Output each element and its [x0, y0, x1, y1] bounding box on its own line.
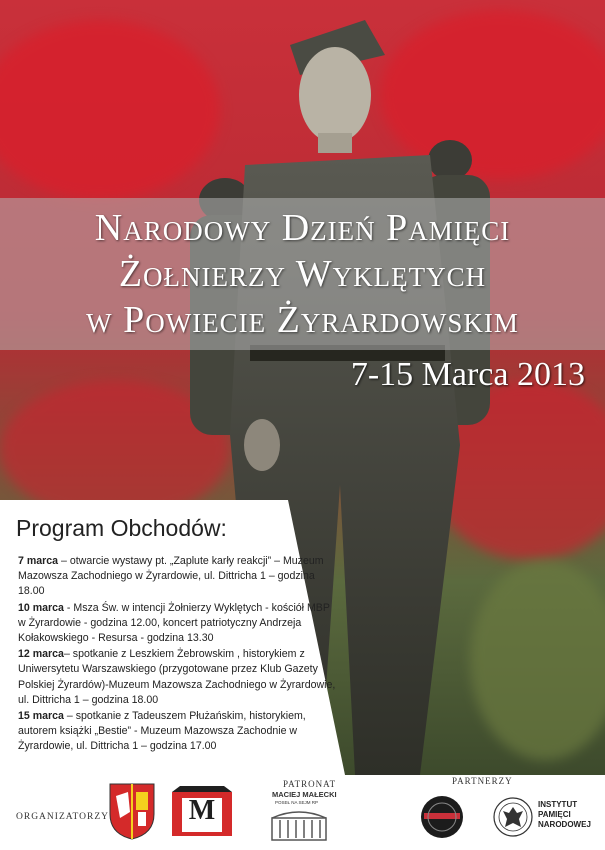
organizers-label: ORGANIZATORZY [16, 812, 110, 822]
program-item-date: 15 marca [18, 710, 64, 723]
program-item-text: – spotkanie z Leszkiem Żebrowskim , historykiem z Uniwersytetu Warszawskiego (przygotowane przez Klub Gazety Polskiej Żyrardów)-Muzeum Mazowsza Zachodniego w Żyrardowie, ul. Dittricha 1 – godzina 18.00 [18, 648, 336, 706]
program-item-date: 10 marca [18, 601, 64, 614]
title-line-2: Żołnierzy Wyklętych [118, 253, 487, 295]
program-item-date: 7 marca [18, 555, 59, 567]
program-item [18, 647, 338, 708]
patron-name: MACIEJ MAŁECKI [272, 790, 337, 799]
ipn-line-2: PAMIĘCI [538, 810, 571, 819]
event-dates: 7-15 Marca 2013 [350, 356, 585, 393]
patron-label: PATRONAT [283, 779, 337, 789]
program-item [18, 709, 338, 755]
program-item [18, 601, 338, 647]
program-item [18, 554, 338, 600]
program-list [18, 554, 338, 756]
program-item-text: – spotkanie z Tadeuszem Płużańskim, historykiem, autorem książki „Bestie” - Muzeum Mazowsza Zachodnie w Żyrardowie, ul. Dittricha 1 – godzina 17.00 [18, 710, 306, 753]
partners-label: PARTNERZY [452, 776, 513, 786]
program-item-date: 12 marca [18, 648, 64, 661]
ipn-name [538, 800, 591, 830]
coat-of-arms-icon [108, 782, 156, 840]
patron-subtitle: POSEŁ NA SEJM RP [275, 800, 319, 805]
title-line-1: Narodowy Dzień Pamięci [94, 207, 511, 249]
title-line-3: w Powiecie Żyrardowskim [86, 299, 519, 341]
program-item-text: – otwarcie wystawy pt. „Zaplute karły reakcji” – Muzeum Mazowsza Zachodniego w Żyrardowie, ul. Dittricha 1 – godzina 18.00 [18, 555, 324, 598]
ipn-line-1: INSTYTUT [538, 800, 578, 809]
eagle-emblem-icon [493, 797, 533, 837]
program-item-text: - Msza Św. w intencji Żołnierzy Wyklętych - kościół MBP w Żyrardowie - godzina 12.00, koncert patriotyczny Andrzeja Kołakowskiego - Resursa - godzina 13.30 [18, 601, 330, 645]
ipn-line-3: NARODOWEJ [538, 820, 591, 829]
program-heading: Program Obchodów: [16, 515, 227, 541]
parliament-building-icon [268, 806, 330, 842]
partner-badge-icon [420, 795, 464, 839]
museum-logo-letter: M [188, 795, 216, 826]
